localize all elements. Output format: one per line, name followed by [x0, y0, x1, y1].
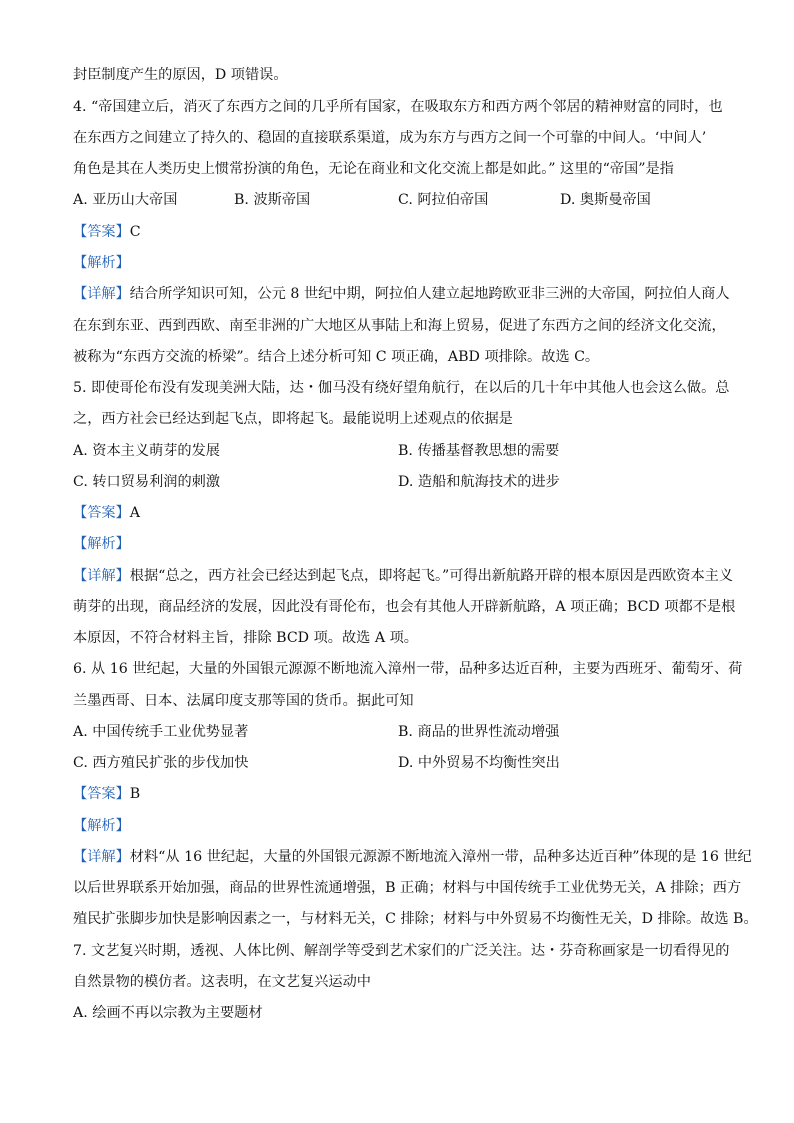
q7-stem-line-2: 自然景物的模仿者。这表明，在文艺复兴运动中	[73, 974, 371, 990]
q5-stem-line-1: 5. 即使哥伦布没有发现美洲大陆，达・伽马没有绕好望角航行，在以后的几十年中其他人也会这么做。总	[73, 380, 730, 396]
detail-text: 根据“总之，西方社会已经达到起飞点，即将起飞。”可得出新航路开辟的根本原因是西欧资本主义	[129, 568, 734, 584]
q6-detail-line-3: 殖民扩张脚步加快是影响因素之一，与材料无关，C 排除；材料与中外贸易不均衡性无关，D 排除。故选 B。	[73, 911, 758, 927]
q5-detail-line-2: 萌芽的出现，商品经济的发展，因此没有哥伦布，也会有其他人开辟新航路，A 项正确；BCD 项都不是根	[73, 599, 736, 615]
q6-option-a: A. 中国传统手工业优势显著	[73, 724, 249, 740]
q5-option-b: B. 传播基督教思想的需要	[398, 443, 560, 459]
detail-tag: 【详解】	[73, 849, 130, 865]
q5-option-c: C. 转口贸易利润的刺激	[73, 474, 221, 490]
q6-detail-line-2: 以后世界联系开始加强，商品的世界性流通增强，B 正确；材料与中国传统手工业优势无关，A 排除；西方	[73, 880, 742, 896]
q4-detail-line-3: 被称为“东西方交流的桥梁”。结合上述分析可知 C 项正确，ABD 项排除。故选 C。	[73, 349, 600, 365]
q6-detail-line-1	[73, 846, 752, 868]
q4-stem-line-3: 角色是其在人类历史上惯常扮演的角色，无论在商业和文化交流上都是如此。” 这里的“帝国”是指	[73, 161, 674, 177]
q4-detail-line-1	[73, 283, 730, 305]
q6-stem-line-1: 6. 从 16 世纪起，大量的外国银元源源不断地流入漳州一带，品种多达近百种，主要为西班牙、葡萄牙、荷	[73, 661, 743, 677]
q6-stem-line-2: 兰墨西哥、日本、法属印度支那等国的货币。据此可知	[73, 693, 414, 709]
q4-option-c: C. 阿拉伯帝国	[398, 192, 489, 208]
q6-answer	[73, 783, 723, 805]
q4-detail-line-2: 在东到东亚、西到西欧、南至非洲的广大地区从事陆上和海上贸易，促进了东西方之间的经济文化交流，	[73, 318, 726, 334]
q6-option-c: C. 西方殖民扩张的步伐加快	[73, 755, 249, 771]
q5-detail-line-3: 本原因，不符合材料主旨，排除 BCD 项。故选 A 项。	[73, 630, 418, 646]
q5-detail-line-1	[73, 565, 734, 587]
q7-option-a: A. 绘画不再以宗教为主要题材	[73, 1005, 263, 1021]
answer-tag: 【答案】	[73, 505, 130, 521]
detail-tag: 【详解】	[73, 286, 130, 302]
q4-option-d: D. 奥斯曼帝国	[560, 192, 651, 208]
q4-analysis-tag: 【解析】	[73, 255, 130, 271]
answer-tag: 【答案】	[73, 786, 130, 802]
q4-answer	[73, 221, 723, 243]
detail-text: 材料“从 16 世纪起，大量的外国银元源源不断地流入漳州一带，品种多达近百种”体现的是 16 世纪	[129, 849, 752, 865]
q6-analysis-tag: 【解析】	[73, 818, 130, 834]
q3-analysis-tail: 封臣制度产生的原因，D 项错误。	[73, 67, 288, 83]
answer-value: A	[129, 505, 141, 521]
q4-stem-line-1: 4. “帝国建立后，消灭了东西方之间的几乎所有国家，在吸取东方和西方两个邻居的精神财富的同时，也	[73, 99, 723, 115]
q4-option-b: B. 波斯帝国	[234, 192, 311, 208]
answer-tag: 【答案】	[73, 224, 130, 240]
q5-option-d: D. 造船和航海技术的进步	[398, 474, 560, 490]
q5-analysis-tag: 【解析】	[73, 536, 130, 552]
q5-answer	[73, 502, 723, 524]
q7-stem-line-1: 7. 文艺复兴时期，透视、人体比例、解剖学等受到艺术家们的广泛关注。达・芬奇称画家是一切看得见的	[73, 943, 730, 959]
detail-text: 结合所学知识可知，公元 8 世纪中期，阿拉伯人建立起地跨欧亚非三洲的大帝国，阿拉伯人商人	[129, 286, 730, 302]
q5-option-a: A. 资本主义萌芽的发展	[73, 443, 220, 459]
q4-option-a: A. 亚历山大帝国	[73, 192, 178, 208]
answer-value: B	[129, 786, 141, 802]
q6-option-d: D. 中外贸易不均衡性突出	[398, 755, 560, 771]
q6-option-b: B. 商品的世界性流动增强	[398, 724, 560, 740]
detail-tag: 【详解】	[73, 568, 130, 584]
answer-value: C	[129, 224, 141, 240]
q5-stem-line-2: 之，西方社会已经达到起飞点，即将起飞。最能说明上述观点的依据是	[73, 411, 513, 427]
q4-stem-line-2: 在东西方之间建立了持久的、稳固的直接联系渠道，成为东方与西方之间一个可靠的中间人。‘中间人’	[73, 130, 707, 146]
